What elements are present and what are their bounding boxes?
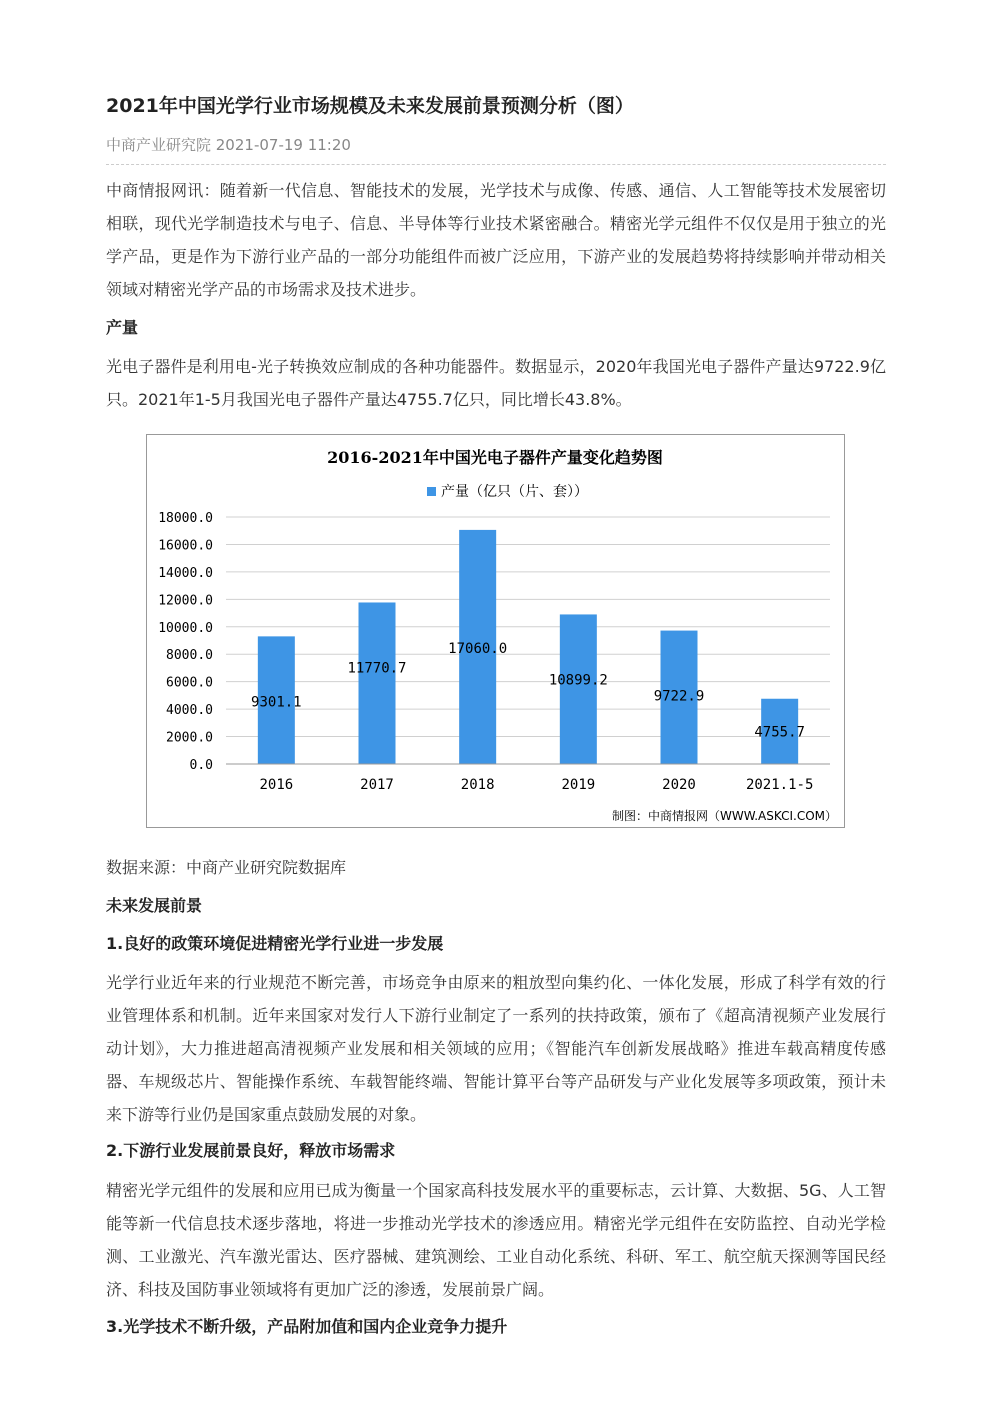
subheading-2: 2.下游行业发展前景良好，释放市场需求 (106, 1141, 396, 1160)
data-label: 11770.7 (347, 660, 407, 677)
y-tick-label: 14000.0 (158, 565, 213, 581)
bar (359, 602, 396, 764)
y-tick-label: 8000.0 (166, 648, 213, 664)
article-title: 2021年中国光学行业市场规模及未来发展前景预测分析（图） (106, 95, 634, 117)
article-meta: 中商产业研究院 2021-07-19 11:20 (106, 136, 351, 154)
y-tick-label: 10000.0 (158, 620, 213, 636)
y-tick-label: 6000.0 (166, 675, 213, 691)
chart-credit: 制图：中商情报网（WWW.ASKCI.COM） (612, 809, 837, 823)
chart-title: 2016-2021年中国光电子器件产量变化趋势图 (327, 448, 663, 467)
y-tick-label: 0.0 (189, 758, 213, 773)
legend-label: 产量（亿只（片、套）） (441, 484, 588, 500)
subheading-1: 1.良好的政策环境促进精密光学行业进一步发展 (106, 934, 444, 953)
paragraph-2: 精密光学元组件的发展和应用已成为衡量一个国家高科技发展水平的重要标志，云计算、大数据、5G、人工智能等新一代信息技术逐步落地，将进一步推动光学技术的渗透应用。精密光学元组件在安防监控、自动光学检测、工业激光、汽车激光雷达、医疗器械、建筑测绘、工业自动化系统、科研、军工、航空航天探测等国民经济、科技及国防事业领域将有更加广泛的渗透，发展前景广阔。 (106, 1181, 886, 1299)
divider (106, 164, 886, 165)
legend-swatch (427, 487, 436, 496)
output-paragraph: 光电子器件是利用电-光子转换效应制成的各种功能器件。数据显示，2020年我国光电子器件产量达9722.9亿只。2021年1-5月我国光电子器件产量达4755.7亿只，同比增长43.8%。 (106, 357, 886, 409)
data-label: 9301.1 (251, 694, 302, 711)
x-tick-label: 2019 (561, 777, 596, 793)
data-label: 4755.7 (754, 724, 805, 741)
data-source: 数据来源：中商产业研究院数据库 (106, 858, 347, 877)
data-label: 9722.9 (653, 688, 705, 705)
data-label: 17060.0 (448, 640, 508, 657)
y-tick-label: 4000.0 (166, 703, 213, 719)
y-tick-label: 2000.0 (166, 730, 213, 746)
paragraph-1: 光学行业近年来的行业规范不断完善，市场竞争由原来的粗放型向集约化、一体化发展，形成了科学有效的行业管理体系和机制。近年来国家对发行人下游行业制定了一系列的扶持政策，颁布了《超高清视频产业发展行动计划》，大力推进超高清视频产业发展和相关领域的应用；《智能汽车创新发展战略》推进车载高精度传感器、车规级芯片、智能操作系统、车载智能终端、智能计算平台等产品研发与产业化发展等多项政策，预计未来下游等行业仍是国家重点鼓励发展的对象。 (106, 973, 886, 1124)
y-tick-label: 16000.0 (158, 538, 213, 554)
intro-paragraph: 中商情报网讯：随着新一代信息、智能技术的发展，光学技术与成像、传感、通信、人工智能等技术发展密切相联，现代光学制造技术与电子、信息、半导体等行业技术紧密融合。精密光学元组件不仅仅是用于独立的光学产品，更是作为下游行业产品的一部分功能组件而被广泛应用，下游产业的发展趋势将持续影响并带动相关领域对精密光学产品的市场需求及技术进步。 (106, 181, 886, 299)
x-tick-label: 2020 (662, 777, 696, 793)
bar (560, 614, 597, 764)
data-label: 10899.2 (548, 672, 608, 689)
x-tick-label: 2017 (360, 777, 394, 793)
x-tick-label: 2021.1-5 (745, 777, 814, 793)
y-tick-label: 18000.0 (158, 511, 213, 526)
bar-chart (146, 434, 845, 828)
x-tick-label: 2016 (259, 777, 294, 793)
section-heading-future: 未来发展前景 (106, 896, 203, 915)
section-heading-output: 产量 (106, 318, 139, 337)
chart-svg (147, 435, 844, 827)
x-tick-label: 2018 (460, 777, 495, 793)
subheading-3: 3.光学技术不断升级，产品附加值和国内企业竞争力提升 (106, 1317, 508, 1336)
y-tick-label: 12000.0 (158, 593, 213, 609)
